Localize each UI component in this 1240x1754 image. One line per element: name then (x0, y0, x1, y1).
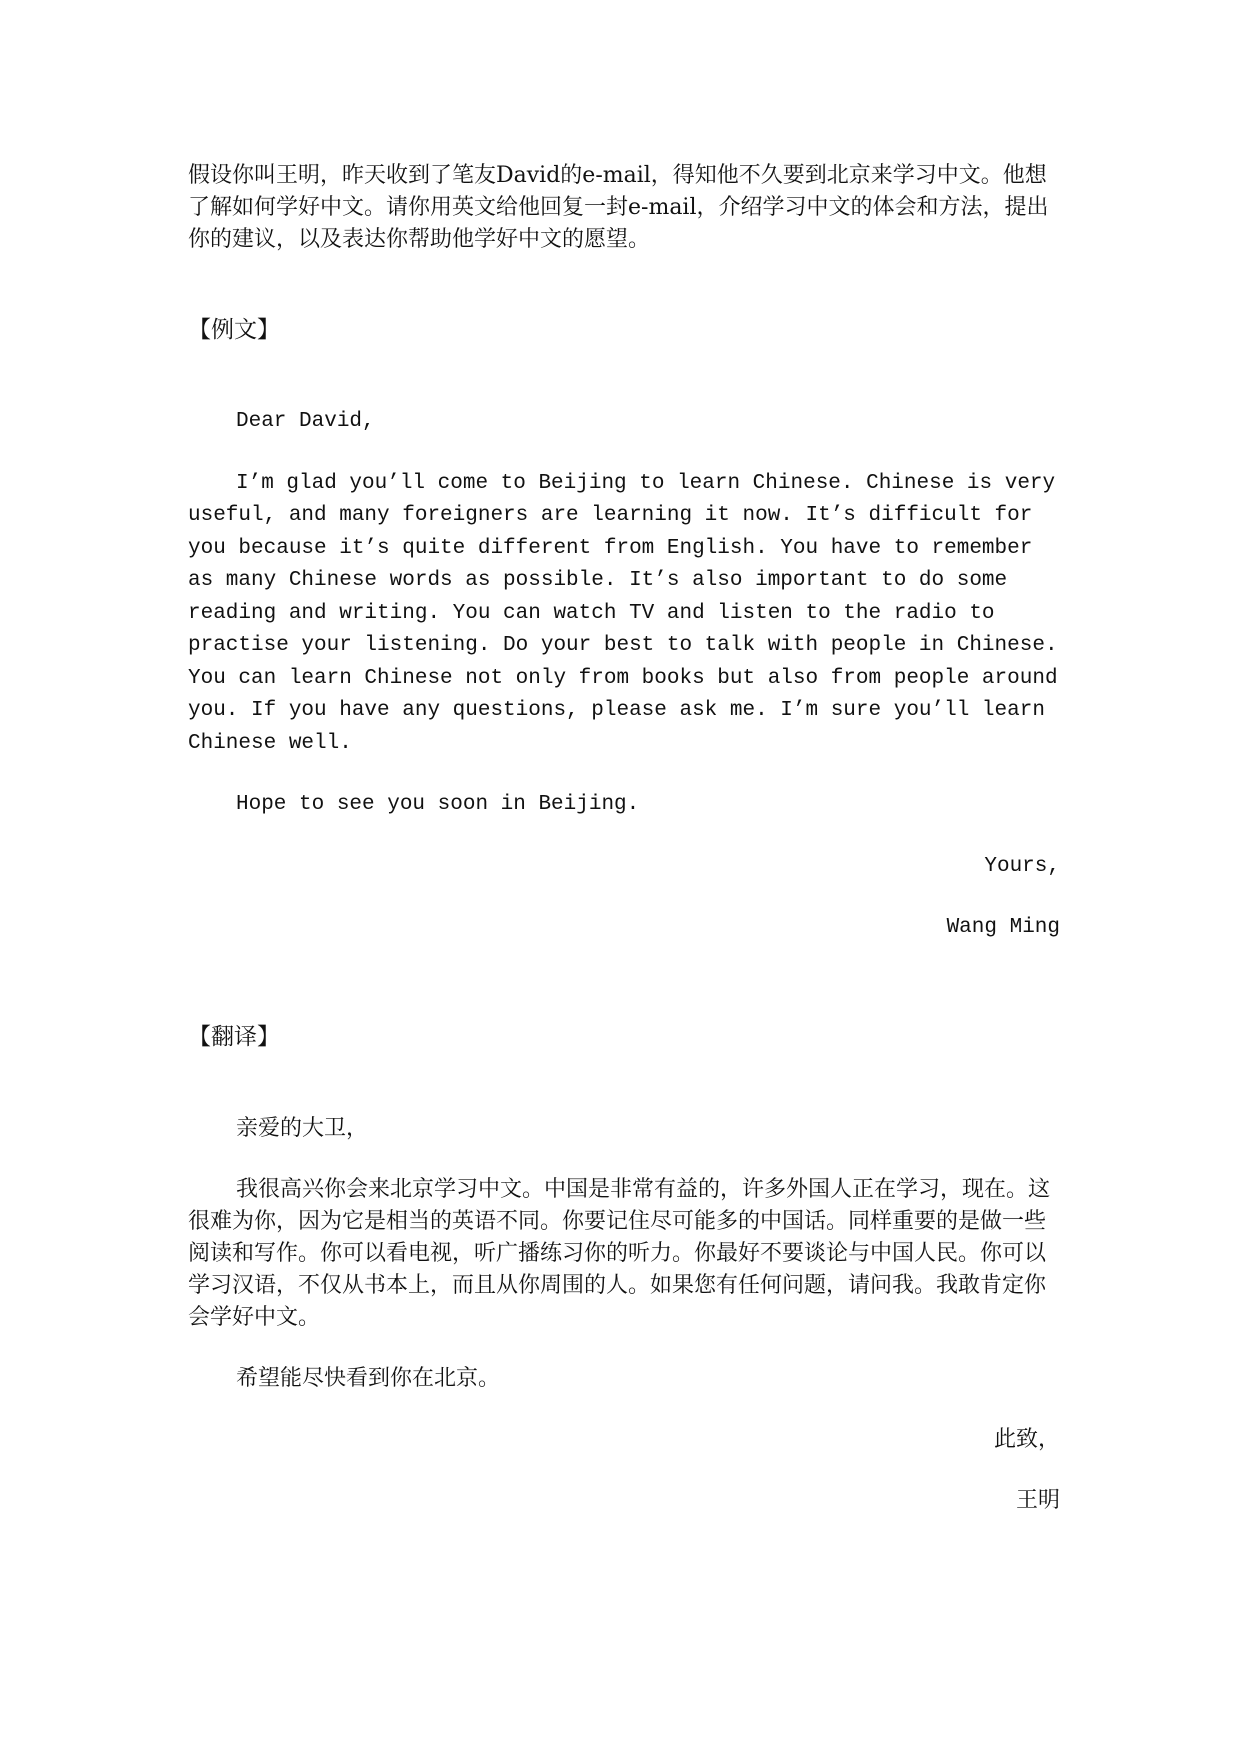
sample-signature: Wang Ming (946, 916, 1060, 939)
prompt-text: 假设你叫王明，昨天收到了笔友David的e-mail，得知他不久要到北京来学习中文。他想了解如何学好中文。请你用英文给他回复一封e-mail，介绍学习中文的体会和方法，提出你的建议，以及表达你帮助他学好中文的愿望。 (188, 163, 1049, 252)
translation-body: 我很高兴你会来北京学习中文。中国是非常有益的，许多外国人正在学习，现在。这很难为你，因为它是相当的英语不同。你要记住尽可能多的中国话。同样重要的是做一些阅读和写作。你可以看电视，听广播练习你的听力。你最好不要谈论与中国人民。你可以学习汉语，不仅从书本上，而且从你周围的人。如果您有任何问题，请问我。我敢肯定你会学好中文。 (188, 1176, 1051, 1330)
sample-heading: 【例文】 (188, 317, 280, 343)
translation-heading: 【翻译】 (188, 1023, 280, 1050)
sample-salutation: Dear David, (236, 410, 375, 433)
translation-signoff: 此致， (993, 1426, 1060, 1452)
sample-signoff: Yours, (984, 854, 1060, 878)
translation-closing-line: 希望能尽快看到你在北京。 (236, 1365, 501, 1391)
translation-signature: 王明 (1015, 1487, 1060, 1513)
document-page (188, 160, 1060, 1517)
sample-body: I’m glad you’ll come to Beijing to learn Chinese. Chinese is very useful, and many foreigners are learning it now. It’s difficult for you because it’s quite different from English. You have to remember as many Chinese words as possible. It’s also important to do some reading and writing. You can watch TV and listen to the radio to practise your listening. Do your best to talk with people in Chinese. You can learn Chinese not only from books but also from people around you. If you have any questions, please ask me. I’m sure you’ll learn Chinese well. (188, 471, 1058, 755)
translation-salutation: 亲爱的大卫， (236, 1115, 369, 1141)
sample-closing-line: Hope to see you soon in Beijing. (236, 793, 640, 816)
